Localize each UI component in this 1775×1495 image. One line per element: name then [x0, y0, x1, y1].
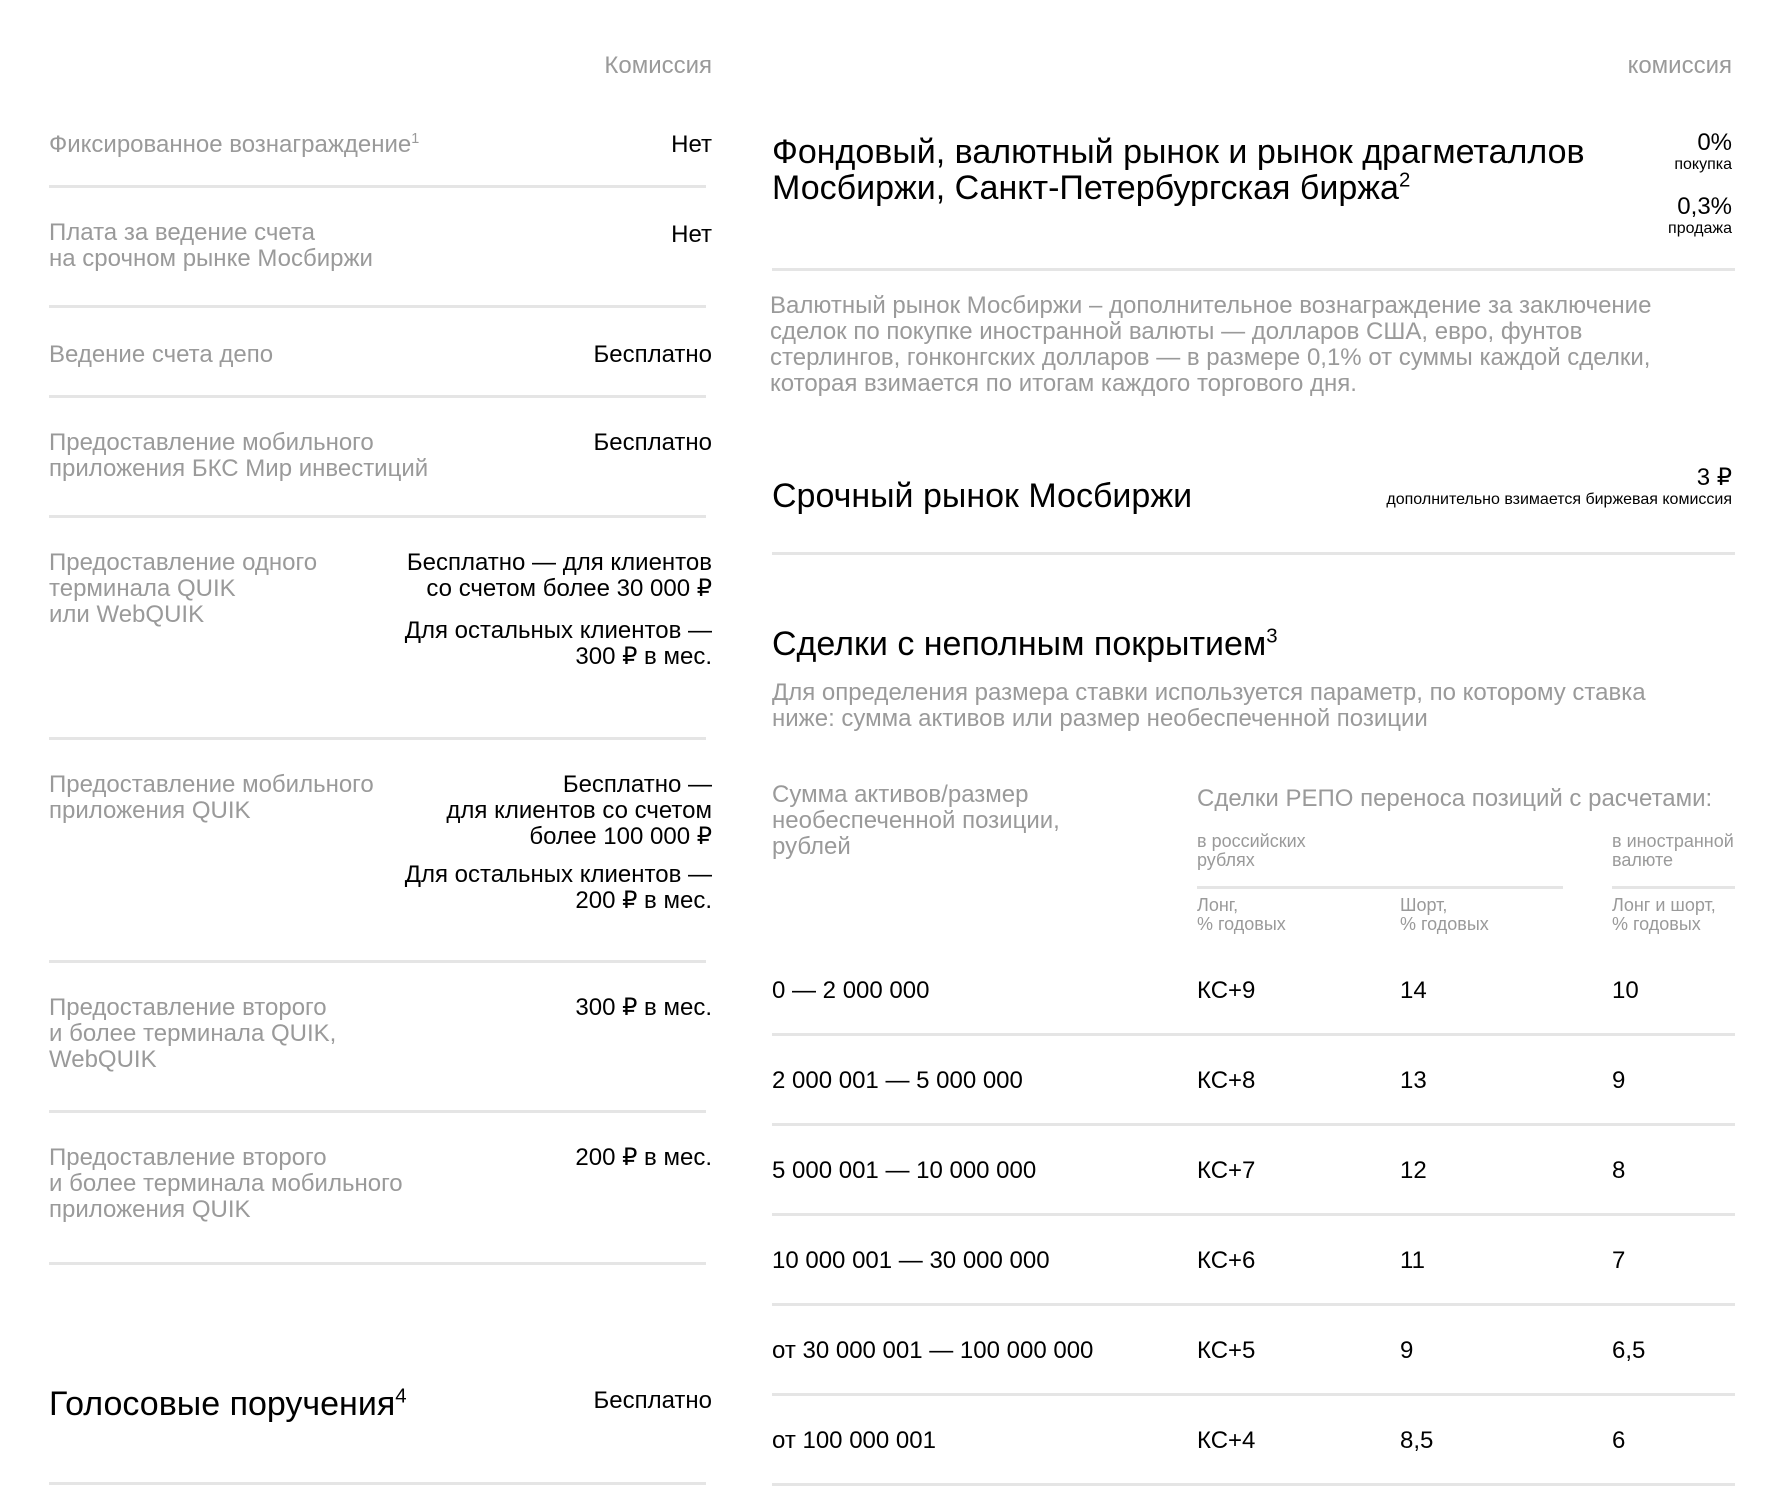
table-header-long: Лонг, % годовых — [1197, 895, 1286, 934]
table-header-short: Шорт, % годовых — [1400, 895, 1489, 934]
fee-value-futures-account: Нет — [671, 221, 712, 248]
divider — [772, 552, 1735, 555]
divider — [772, 1213, 1735, 1216]
fee-label-depo-account: Ведение счета депо — [49, 341, 274, 368]
stock-buy-fee: 0% покупка — [1674, 129, 1732, 173]
table-header-rub: в российских рублях — [1197, 831, 1306, 870]
fee-label-quik-mobile: Предоставление мобильного приложения QUIK — [49, 771, 374, 824]
fee-value-fixed-reward: Нет — [671, 131, 712, 158]
divider — [49, 960, 706, 963]
table-cell-fx: 7 — [1612, 1247, 1626, 1274]
table-cell-fx: 10 — [1612, 977, 1639, 1004]
fee-label-futures-account: Плата за ведение счета на срочном рынке Мосбиржи — [49, 219, 373, 272]
fee-value-second-mobile: 200 ₽ в мес. — [575, 1144, 712, 1171]
fee-value-depo-account: Бесплатно — [593, 341, 712, 368]
table-cell-long: КС+8 — [1197, 1067, 1256, 1094]
table-cell-long: КС+5 — [1197, 1337, 1256, 1364]
divider — [49, 515, 706, 518]
left-column-header: Комиссия — [604, 52, 712, 79]
table-cell-range: от 30 000 001 — 100 000 000 — [772, 1337, 1094, 1364]
fee-value-bcs-app: Бесплатно — [593, 429, 712, 456]
voice-orders-title: Голосовые поручения$^4$ — [49, 1385, 407, 1423]
futures-fee: 3 ₽ дополнительно взимается биржевая комиссия — [1386, 464, 1732, 508]
table-cell-fx: 6 — [1612, 1427, 1626, 1454]
table-cell-range: от 100 000 001 — [772, 1427, 936, 1454]
fee-value-quik-terminal: Бесплатно — для клиентов со счетом более 30 000 ₽ Для остальных клиентов — 300 ₽ в мес. — [404, 549, 712, 670]
table-header-assets: Сумма активов/размер необеспеченной позиции, рублей — [772, 781, 1060, 860]
table-cell-range: 5 000 001 — 10 000 000 — [772, 1157, 1037, 1184]
fee-label-second-terminal: Предоставление второго и более терминала QUIK, WebQUIK — [49, 994, 337, 1073]
fee-label-bcs-app: Предоставление мобильного приложения БКС Мир инвестиций — [49, 429, 429, 482]
divider — [772, 1303, 1735, 1306]
divider — [49, 395, 706, 398]
table-cell-fx: 8 — [1612, 1157, 1626, 1184]
divider — [1197, 886, 1563, 889]
divider — [772, 1123, 1735, 1126]
table-cell-short: 8,5 — [1400, 1427, 1434, 1454]
divider — [49, 305, 706, 308]
divider — [772, 1033, 1735, 1036]
table-cell-range: 2 000 001 — 5 000 000 — [772, 1067, 1023, 1094]
table-cell-long: КС+6 — [1197, 1247, 1256, 1274]
table-cell-fx: 6,5 — [1612, 1337, 1646, 1364]
table-cell-fx: 9 — [1612, 1067, 1626, 1094]
table-cell-short: 14 — [1400, 977, 1427, 1004]
divider — [772, 1483, 1735, 1486]
fee-label-second-mobile: Предоставление второго и более терминала мобильного приложения QUIK — [49, 1144, 403, 1223]
fee-value-second-terminal: 300 ₽ в мес. — [575, 994, 712, 1021]
divider — [49, 1482, 706, 1485]
fee-value-quik-mobile: Бесплатно — для клиентов со счетом более 100 000 ₽ Для остальных клиентов — 200 ₽ в мес. — [404, 771, 712, 914]
divider — [772, 268, 1735, 271]
divider — [49, 737, 706, 740]
divider — [772, 1393, 1735, 1396]
table-header-fx: в иностранной валюте — [1612, 831, 1734, 870]
margin-trading-description: Для определения размера ставки используется параметр, по которому ставка ниже: сумма активов или размер необеспеченной позиции — [772, 679, 1646, 732]
table-cell-short: 12 — [1400, 1157, 1427, 1184]
voice-orders-value: Бесплатно — [593, 1387, 712, 1414]
divider — [1612, 886, 1735, 889]
table-cell-long: КС+7 — [1197, 1157, 1256, 1184]
table-cell-range: 10 000 001 — 30 000 000 — [772, 1247, 1050, 1274]
table-cell-range: 0 — 2 000 000 — [772, 977, 930, 1004]
divider — [49, 1262, 706, 1265]
divider — [49, 1110, 706, 1113]
divider — [49, 185, 706, 188]
stock-sell-fee: 0,3% продажа — [1668, 193, 1732, 237]
table-header-long-short: Лонг и шорт, % годовых — [1612, 895, 1716, 934]
stock-market-title: Фондовый, валютный рынок и рынок драгметаллов Мосбиржи, Санкт-Петербургская биржа$^2$ — [772, 133, 1585, 207]
table-header-repo: Сделки РЕПО переноса позиций с расчетами: — [1197, 785, 1713, 812]
table-cell-long: КС+4 — [1197, 1427, 1256, 1454]
futures-market-title: Срочный рынок Мосбиржи — [772, 477, 1193, 515]
table-cell-short: 11 — [1400, 1247, 1425, 1274]
table-cell-long: КС+9 — [1197, 977, 1256, 1004]
fee-label-fixed-reward: Фиксированное вознаграждение$^1$ — [49, 131, 420, 158]
fx-market-note: Валютный рынок Мосбиржи – дополнительное вознаграждение за заключение сделок по покупке иностранной валюты — долларов США, евро, фунтов стерлингов, гонконгских долларов — в размере 0,1% от суммы каждой сделки, которая взимается по итогам каждого торгового дня. — [770, 292, 1652, 397]
margin-trading-title: Сделки с неполным покрытием$^3$ — [772, 625, 1278, 663]
table-cell-short: 9 — [1400, 1337, 1414, 1364]
table-cell-short: 13 — [1400, 1067, 1427, 1094]
fee-label-quik-terminal: Предоставление одного терминала QUIK или WebQUIK — [49, 549, 318, 628]
right-column-header: комиссия — [1627, 52, 1732, 79]
